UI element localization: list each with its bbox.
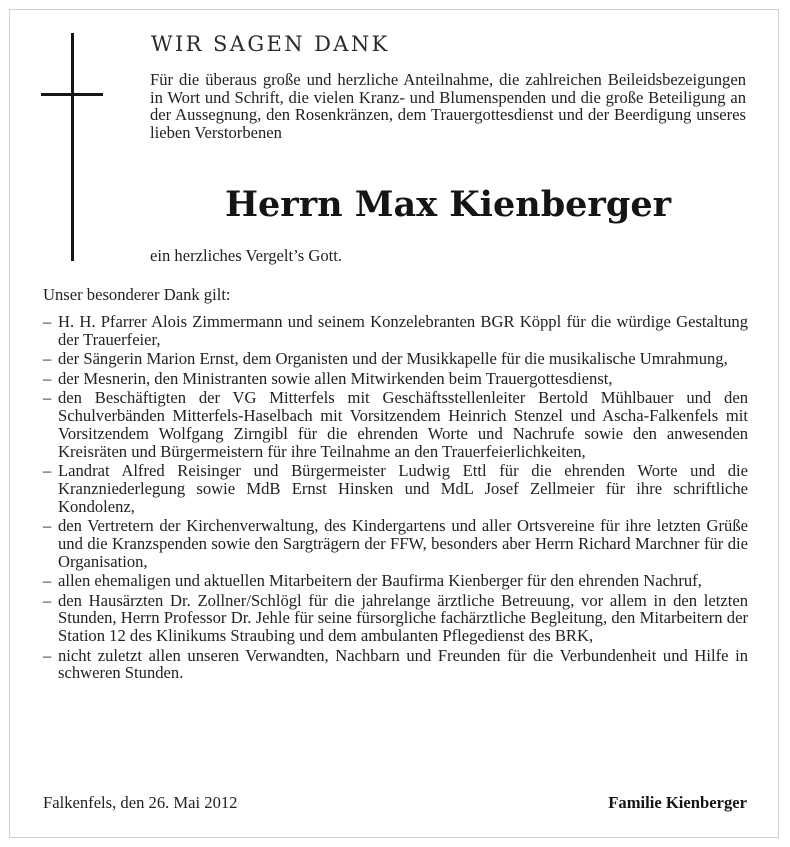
notice-heading: WIR SAGEN DANK — [151, 32, 390, 56]
list-item-text: der Mesnerin, den Ministranten sowie allen Mitwirkenden beim Trauergottesdienst, — [58, 368, 613, 388]
thanks-list — [43, 313, 748, 684]
family-signature: Familie Kienberger — [608, 793, 747, 812]
thanks-heading: Unser besonderer Dank gilt: — [43, 285, 231, 304]
list-item-text: Landrat Alfred Reisinger und Bürgermeister Ludwig Ettl für die ehrenden Worte und die Kranzniederlegung sowie MdB Ernst Hinsken und MdL Josef Zellmeier für ihre schriftliche Kondolenz, — [58, 461, 748, 516]
list-item-text: den Hausärzten Dr. Zollner/Schlögl für die jahrelange ärztliche Betreuung, vor allem in den letzten Stunden, Herrn Professor Dr. Jehle für seine fürsorgliche fachärztliche Begleitung, den Mitarbeitern der Station 12 des Klinikums Straubing und dem ambulanten Pflegedienst des BRK, — [58, 590, 748, 646]
dash: – — [43, 312, 52, 331]
list-item — [43, 313, 748, 348]
list-item — [43, 350, 748, 368]
list-item — [43, 572, 748, 590]
cross-vertical-bar — [71, 33, 74, 261]
dash: – — [43, 349, 52, 369]
place-and-date: Falkenfels, den 26. Mai 2012 — [43, 793, 238, 812]
list-item-text: nicht zuletzt allen unseren Verwandten, Nachbarn und Freunden für die Verbundenheit und Hilfe in schweren Stunden. — [58, 645, 748, 683]
dash: – — [43, 368, 52, 388]
list-item-text: allen ehemaligen und aktuellen Mitarbeitern der Baufirma Kienberger für den ehrenden Nachruf, — [58, 571, 702, 591]
list-item-text: den Beschäftigten der VG Mitterfels mit Geschäftsstellenleiter Bertold Mühlbauer und den Schulverbänden Mitterfels-Haselbach mit Vorsitzendem Heinrich Stenzel und Ascha-Falkenfels mit Vorsitzendem Wolfgang Zirngibl für die ehrenden Worte und Nachrufe sowie den anwesenden Kreisräten und Bürgermeistern für ihre Teilnahme an den Trauerfeierlichkeiten, — [58, 388, 748, 461]
dash: – — [43, 388, 52, 408]
dash: – — [43, 461, 52, 481]
vergelts-gott-line: ein herzliches Vergelt’s Gott. — [150, 246, 343, 265]
list-item-text: H. H. Pfarrer Alois Zimmermann und seinem Konzelebranten BGR Köppl für die würdige Gestaltung der Trauerfeier, — [58, 312, 748, 349]
dash: – — [43, 516, 52, 536]
list-item — [43, 517, 748, 570]
cross-horizontal-bar — [41, 93, 103, 96]
list-item-text: den Vertretern der Kirchenverwaltung, des Kindergartens und aller Ortsvereine für ihre letzten Grüße und die Kranzspenden sowie den Sargträgern der FFW, besonders aber Herrn Richard Marchner für die Organisation, — [58, 516, 748, 571]
intro-paragraph: Für die überaus große und herzliche Anteilnahme, die zahlreichen Beileidsbezeigungen in Wort und Schrift, die vielen Kranz- und Blumenspenden und die große Beteiligung an der Aussegnung, den Rosenkränzen, dem Trauergottesdienst und der Beerdigung unseres lieben Verstorbenen — [150, 70, 746, 143]
list-item — [43, 592, 748, 645]
dash: – — [43, 590, 52, 610]
dash: – — [43, 571, 52, 591]
list-item — [43, 647, 748, 682]
list-item — [43, 462, 748, 515]
list-item — [43, 370, 748, 388]
dash: – — [43, 645, 52, 665]
deceased-name: Herrn Max Kienberger — [224, 184, 672, 225]
list-item-text: der Sängerin Marion Ernst, dem Organisten und der Musikkapelle für die musikalische Umrahmung, — [58, 349, 728, 369]
list-item — [43, 389, 748, 460]
